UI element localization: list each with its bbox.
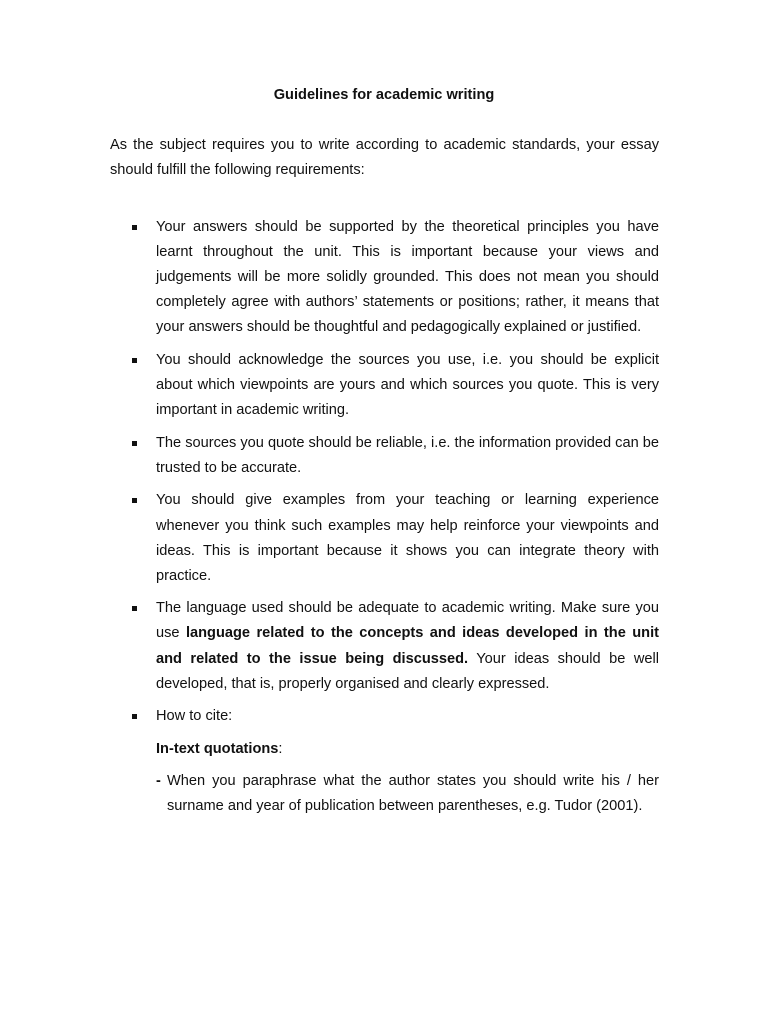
square-bullet-icon: [132, 358, 137, 363]
list-item-text-part: Your ideas should be well developed, that is, properly organised and clearly expressed.: [156, 650, 659, 692]
square-bullet-icon: [132, 498, 137, 503]
dash-bullet: -: [156, 772, 161, 789]
list-item-text: Your answers should be supported by the theoretical principles you have learnt throughout the unit. This is important because your views and judgements will be more solidly grounded. This does not mean you should completely agree with authors’ statements or positions; rather, it means that your answers should be thoughtful and pedagogically explained or justified.: [156, 219, 659, 336]
requirements-list: [110, 215, 659, 819]
square-bullet-icon: [132, 714, 137, 719]
list-item-text-part: The language used should be adequate to academic writing. Make sure you use: [156, 600, 659, 642]
dash-list-item: [110, 769, 659, 819]
subheading-suffix: :: [278, 740, 283, 757]
emphasized-text: language related to the concepts and ideas developed in the unit and related to the issue being discussed.: [156, 625, 659, 667]
in-text-quotations-heading: [110, 737, 659, 762]
list-item-text: [156, 596, 659, 696]
list-item: [110, 348, 659, 423]
list-item-text: How to cite:: [156, 708, 233, 725]
dash-list-item-text: When you paraphrase what the author states you should write his / her surname and year of publication between parentheses, e.g. Tudor (2001).: [167, 772, 659, 814]
square-bullet-icon: [132, 606, 137, 611]
square-bullet-icon: [132, 441, 137, 446]
intro-paragraph: As the subject requires you to write according to academic standards, your essay should fulfill the following requirements:: [110, 137, 659, 179]
list-item: [110, 596, 659, 696]
list-item-text: You should acknowledge the sources you use, i.e. you should be explicit about which viewpoints are yours and which sources you quote. This is very important in academic writing.: [156, 351, 659, 419]
list-item: [110, 215, 659, 340]
list-item: [110, 431, 659, 481]
list-item-text: You should give examples from your teaching or learning experience whenever you think such examples may help reinforce your viewpoints and ideas. This is important because it shows you can integrate theory with practice.: [156, 492, 659, 584]
list-item-text: The sources you quote should be reliable, i.e. the information provided can be trusted to be accurate.: [156, 434, 659, 476]
square-bullet-icon: [132, 225, 137, 230]
list-item: [110, 488, 659, 588]
subheading-label: In-text quotations: [156, 740, 279, 757]
list-item: [110, 704, 659, 729]
document-title: Guidelines for academic writing: [273, 87, 495, 103]
